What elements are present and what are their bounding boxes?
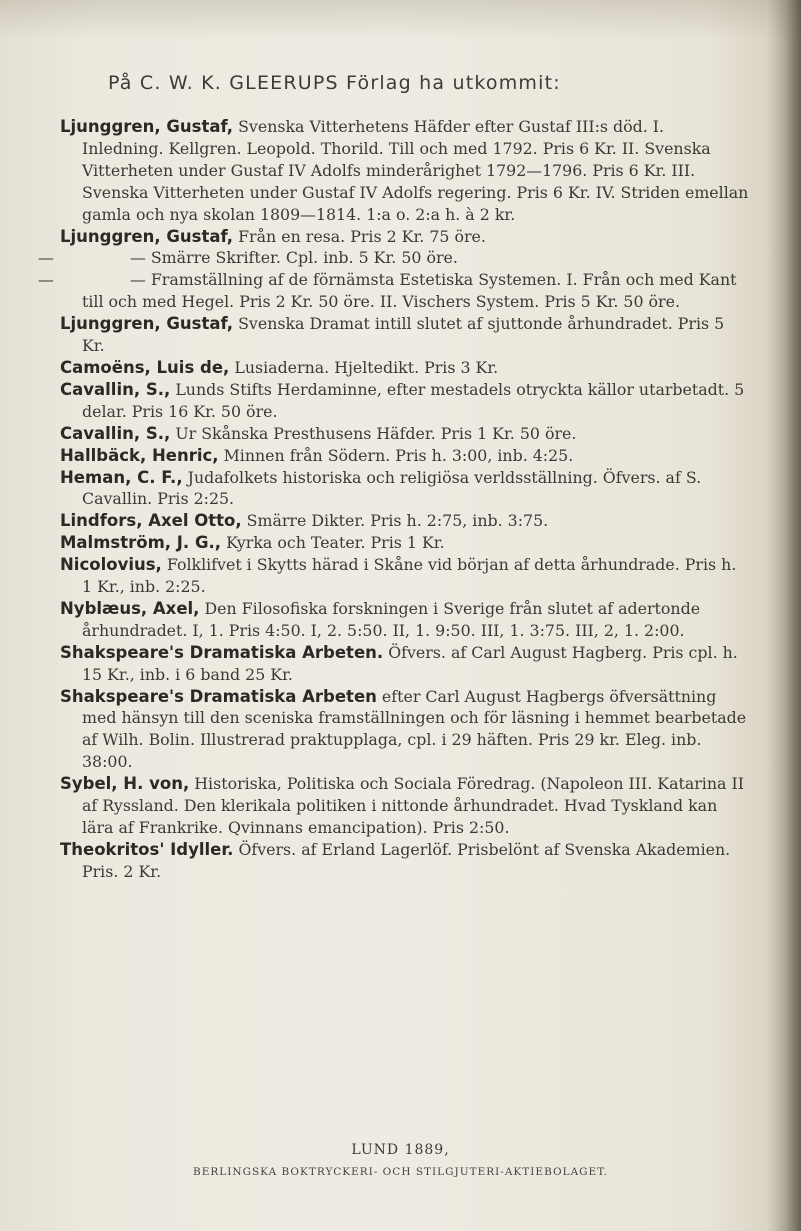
entry-text: Ur Skånska Presthusens Häfder. Pris 1 Kr. 50 öre.: [175, 423, 577, 443]
catalog-entry: [38, 269, 750, 313]
entry-author: Shakspeare's Dramatiska Arbeten: [60, 686, 377, 706]
entry-author: Cavallin, S.,: [60, 379, 171, 399]
entry-author: Heman, C. F.,: [60, 467, 183, 487]
entry-text: Smärre Dikter. Pris h. 2:75, inb. 3:75.: [246, 511, 549, 531]
entry-author: Malmström, J. G.,: [60, 533, 222, 553]
catalog-entry: [60, 467, 750, 511]
catalog-entry: [60, 379, 750, 423]
catalog-entry: [38, 247, 750, 269]
entry-author: Ljunggren, Gustaf,: [60, 314, 234, 334]
entry-text: Kyrka och Teater. Pris 1 Kr.: [226, 533, 445, 553]
catalog-entry: [60, 423, 750, 445]
catalog-entry: [60, 598, 750, 642]
catalog-entry: [60, 116, 750, 226]
imprint-place-year: LUND 1889,: [351, 1142, 450, 1158]
catalog-entry: [60, 445, 750, 467]
entry-author: Lindfors, Axel Otto,: [60, 511, 242, 531]
catalog-entry: [60, 532, 750, 554]
catalog-entry: [60, 510, 750, 532]
entry-author: Nicolovius,: [60, 555, 162, 575]
entry-text: Judafolkets historiska och religiösa verldsställning. Öfvers. af S. Cavallin. Pris 2:25.: [82, 467, 702, 509]
page-binding-edge: [767, 0, 801, 1231]
entry-ditto-mark: —: [38, 248, 54, 268]
catalog-entry: [60, 554, 750, 598]
catalog-entry: [60, 839, 750, 883]
catalog-entry: [60, 313, 750, 357]
entry-author: Cavallin, S.,: [60, 423, 171, 443]
catalog-entry: [60, 686, 750, 774]
publisher-header: På C. W. K. GLEERUPS Förlag ha utkommit:: [108, 72, 561, 94]
entry-text: — Smärre Skrifter. Cpl. inb. 5 Kr. 50 öre.: [130, 248, 458, 268]
catalog-entry: [60, 226, 750, 248]
entry-text: Folklifvet i Skytts härad i Skåne vid början af detta århundrade. Pris h. 1 Kr., inb. 2:25.: [82, 555, 737, 597]
catalog-entry: [60, 642, 750, 686]
entry-author: Nyblæus, Axel,: [60, 598, 200, 618]
entry-author: Theokritos' Idyller.: [60, 839, 234, 859]
entry-author: Shakspeare's Dramatiska Arbeten.: [60, 642, 384, 662]
imprint-printer: BERLINGSKA BOKTRYCKERI- OCH STILGJUTERI-AKTIEBOLAGET.: [192, 1166, 609, 1178]
entry-author: Camoëns, Luis de,: [60, 357, 230, 377]
catalog-entry: [60, 773, 750, 839]
entry-text: Svenska Dramat intill slutet af sjuttonde århundradet. Pris 5 Kr.: [82, 314, 725, 356]
entry-text: Lusiaderna. Hjeltedikt. Pris 3 Kr.: [234, 357, 499, 377]
entry-ditto-mark: —: [38, 270, 54, 290]
entry-text: efter Carl August Hagbergs öfversättning med hänsyn till den sceniska framställningen och för läsning i hemmet bearbetade af Wilh. Bolin. Illustrerad praktupplaga, cpl. i 29 häften. Pris 29 kr. Eleg. inb. 38:00.: [82, 686, 747, 772]
catalog-entry: [60, 357, 750, 379]
entry-text: Öfvers. af Erland Lagerlöf. Prisbelönt af Svenska Akademien. Pris. 2 Kr.: [82, 839, 731, 881]
entry-text: Minnen från Södern. Pris h. 3:00, inb. 4:25.: [223, 445, 574, 465]
entry-text: Från en resa. Pris 2 Kr. 75 öre.: [238, 226, 486, 246]
catalog-list: [38, 116, 750, 883]
entry-author: Hallbäck, Henric,: [60, 445, 219, 465]
entry-text: Svenska Vitterhetens Häfder efter Gustaf III:s död. I. Inledning. Kellgren. Leopold. Thorild. Till och med 1792. Pris 6 Kr. II. Svenska Vitterheten under Gustaf IV Adolfs minderårighet 1792—1796. Pris 6 Kr. III. Svenska Vitterheten under Gustaf IV Adolfs regering. Pris 6 Kr. IV. Striden emellan gamla och nya skolan 1809—1814. 1:a o. 2:a h. à 2 kr.: [82, 117, 749, 224]
entry-text: Lunds Stifts Herdaminne, efter mestadels otryckta källor utarbetadt. 5 delar. Pris 16 Kr. 50 öre.: [82, 379, 745, 421]
entry-author: Ljunggren, Gustaf,: [60, 117, 234, 136]
page-top-shadow: [0, 0, 801, 40]
entry-author: Ljunggren, Gustaf,: [60, 226, 234, 246]
entry-author: Sybel, H. von,: [60, 774, 190, 794]
entry-text: Historiska, Politiska och Sociala Föredrag. (Napoleon III. Katarina II af Ryssland. Den klerikala politiken i nittonde århundradet. Hvad Tyskland kan lära af Frankrike. Qvinnans emancipation). Pris 2:50.: [82, 774, 744, 837]
entry-text: Den Filosofiska forskningen i Sverige från slutet af adertonde århundradet. I, 1. Pris 4:50. I, 2. 5:50. II, 1. 9:50. III, 1. 3:75. III, 2, 1. 2:00.: [82, 598, 701, 640]
entry-text: — Framställning af de förnämsta Estetiska Systemen. I. Från och med Kant till och med Hegel. Pris 2 Kr. 50 öre. II. Vischers System. Pris 5 Kr. 50 öre.: [82, 270, 737, 312]
entry-text: Öfvers. af Carl August Hagberg. Pris cpl. h. 15 Kr., inb. i 6 band 25 Kr.: [82, 642, 738, 684]
